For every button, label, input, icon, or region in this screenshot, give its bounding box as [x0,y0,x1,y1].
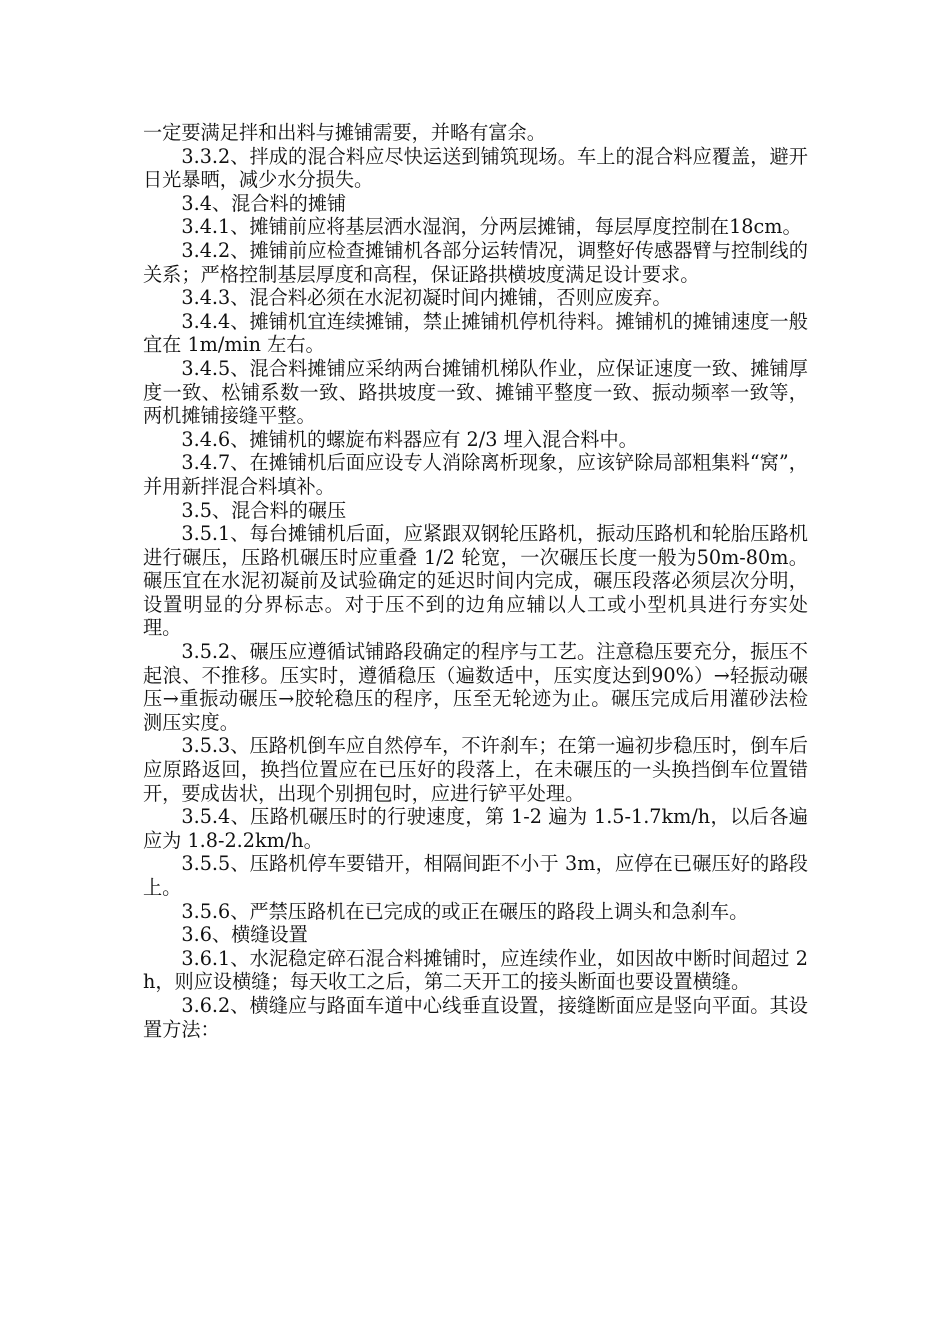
paragraph-continuation: 一定要满足拌和出料与摊铺需要，并略有富余。 [143,121,546,144]
paragraph-3-5-1: 3.5.1、每台摊铺机后面，应紧跟双钢轮压路机，振动压路机和轮胎压路机进行碾压，压路机碾压时应重叠 1/2 轮宽，一次碾压长度一般为50m-80m。碾压宜在水泥初凝前及试验确定的延迟时间内完成，碾压段落必须层次分明，设置明显的分界标志。对于压不到的边角应辅以人工或小型机具进行夯实处理。 [143,522,808,640]
section-heading-3-4: 3.4、混合料的摊铺 [181,191,347,215]
paragraph-3-5-3: 3.5.3、压路机倒车应自然停车，不许刹车；在第一遍初步稳压时，倒车后应原路返回，换挡位置应在已压好的段落上，在未碾压的一头换挡倒车位置错开，要成齿状，出现个别拥包时，应进行铲平处理。 [143,734,808,805]
section-heading-3-6: 3.6、横缝设置 [181,923,308,947]
document-page [143,121,808,1041]
paragraph-3-3-2: 3.3.2、拌成的混合料应尽快运送到铺筑现场。车上的混合料应覆盖，避开日光暴晒，减少水分损失。 [143,144,808,192]
paragraph-3-5-4: 3.5.4、压路机碾压时的行驶速度，第 1-2 遍为 1.5-1.7km/h，以后各遍应为 1.8-2.2km/h。 [143,805,808,852]
paragraph-3-4-7: 3.4.7、在摊铺机后面应设专人消除离析现象，应该铲除局部粗集料“窝”，并用新拌混合料填补。 [143,451,808,498]
paragraph-3-5-5: 3.5.5、压路机停车要错开，相隔间距不小于 3m，应停在已碾压好的路段上。 [143,852,808,899]
paragraph-3-4-1: 3.4.1、摊铺前应将基层洒水湿润，分两层摊铺，每层厚度控制在18cm。 [181,215,802,239]
paragraph-3-4-2: 3.4.2、摊铺前应检查摊铺机各部分运转情况，调整好传感器臂与控制线的关系；严格控制基层厚度和高程，保证路拱横坡度满足设计要求。 [143,238,808,286]
paragraph-3-4-4: 3.4.4、摊铺机宜连续摊铺，禁止摊铺机停机待料。摊铺机的摊铺速度一般宜在 1m/min 左右。 [143,309,808,357]
paragraph-3-4-6: 3.4.6、摊铺机的螺旋布料器应有 2/3 埋入混合料中。 [181,427,638,451]
paragraph-3-4-3: 3.4.3、混合料必须在水泥初凝时间内摊铺，否则应废弃。 [181,286,672,310]
paragraph-3-6-2: 3.6.2、横缝应与路面车道中心线垂直设置，接缝断面应是竖向平面。其设置方法： [143,993,808,1041]
paragraph-3-5-6: 3.5.6、严禁压路机在已完成的或正在碾压的路段上调头和急刹车。 [181,899,749,923]
paragraph-3-5-2: 3.5.2、碾压应遵循试铺路段确定的程序与工艺。注意稳压要充分，振压不起浪、不推移。压实时，遵循稳压（遍数适中，压实度达到90%）→轻振动碾压→重振动碾压→胶轮稳压的程序，压至无轮迹为止。碾压完成后用灌砂法检测压实度。 [143,640,808,734]
paragraph-3-4-5: 3.4.5、混合料摊铺应采纳两台摊铺机梯队作业，应保证速度一致、摊铺厚度一致、松铺系数一致、路拱坡度一致、摊铺平整度一致、振动频率一致等，两机摊铺接缝平整。 [143,356,808,428]
section-heading-3-5: 3.5、混合料的碾压 [181,498,347,522]
paragraph-3-6-1: 3.6.1、水泥稳定碎石混合料摊铺时，应连续作业，如因故中断时间超过 2h，则应设横缝；每天收工之后，第二天开工的接头断面也要设置横缝。 [143,946,808,994]
